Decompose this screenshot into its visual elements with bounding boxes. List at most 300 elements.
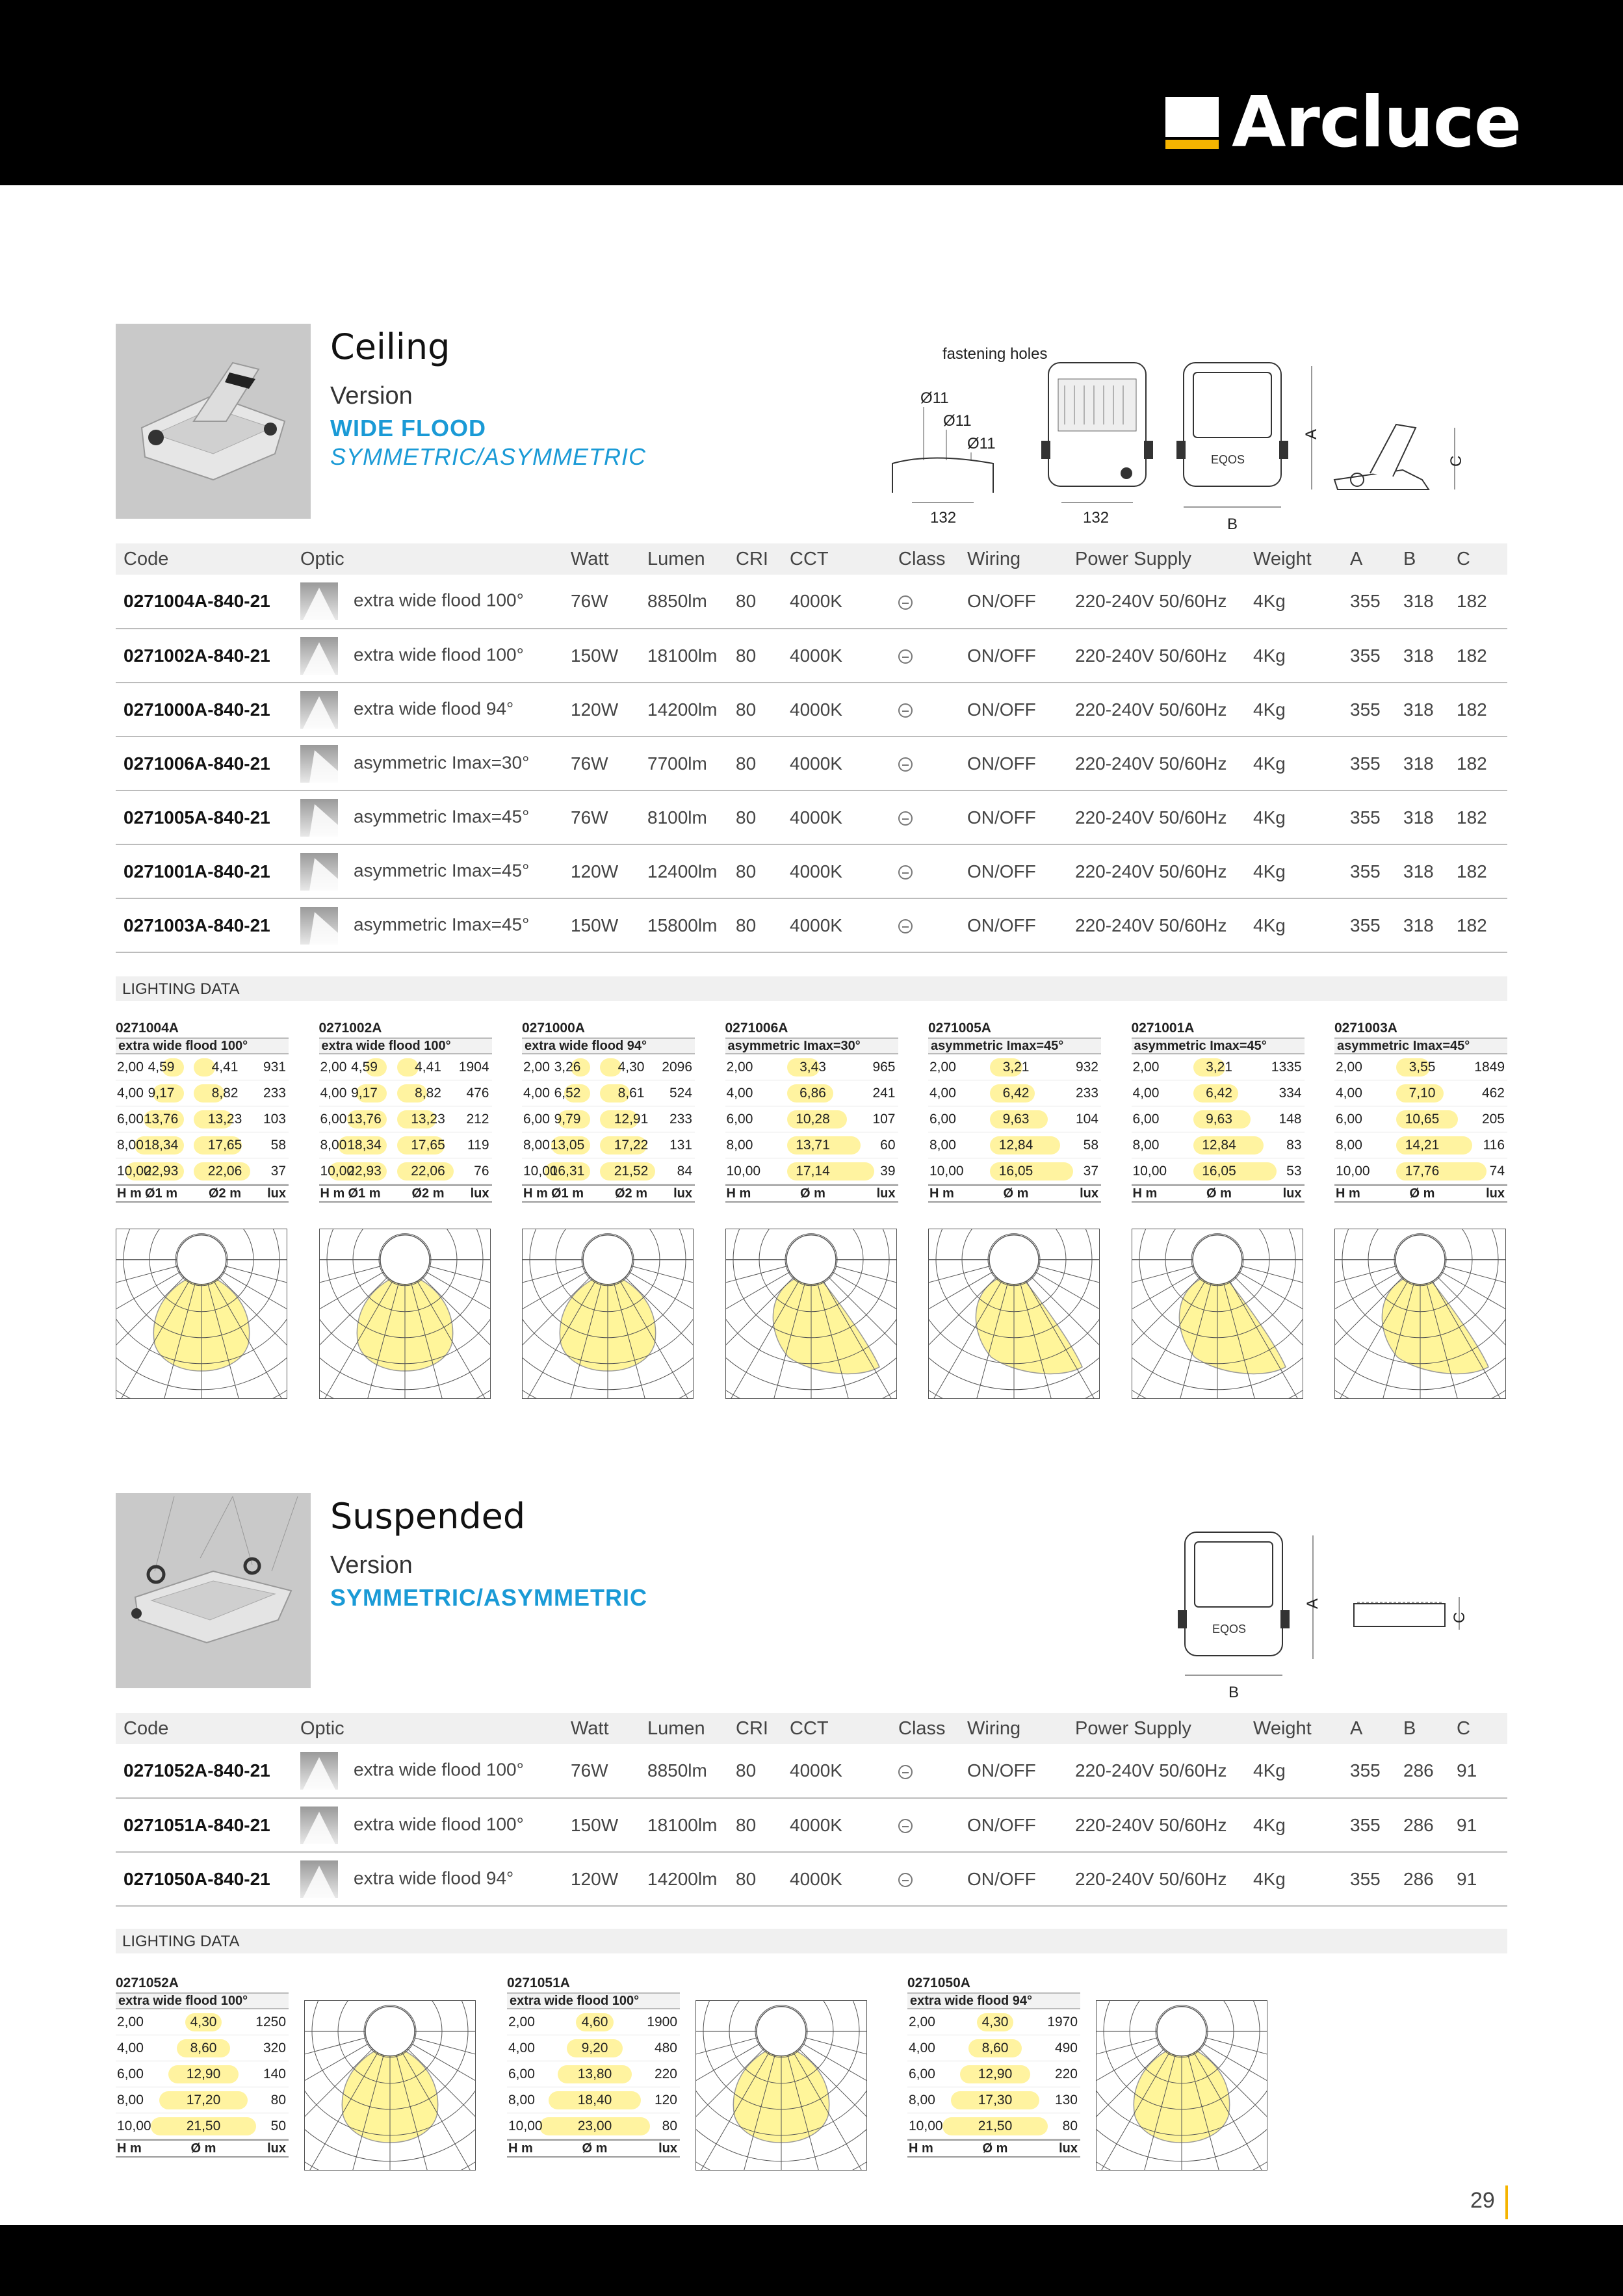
- polar-diagram-box: [1334, 1229, 1506, 1399]
- photometry-footer-cell: lux: [1080, 1186, 1098, 1201]
- cell-weight: 4Kg: [1245, 737, 1342, 790]
- cell-cct: 4000K: [782, 1744, 890, 1798]
- cell-a: 355: [1342, 737, 1396, 790]
- suspended-table-header: [116, 1713, 1507, 1744]
- photometry-cell: 8,00: [117, 1137, 144, 1153]
- photometry-cell: 10,00: [1336, 1163, 1370, 1179]
- width-b-label: B: [1227, 515, 1238, 532]
- depth-c-label: C: [1448, 455, 1465, 467]
- photometry-cell: 2,00: [929, 1059, 956, 1075]
- polar-diagram-box: [319, 1229, 491, 1399]
- photometry-cell: 50: [270, 2118, 286, 2133]
- photometry-row: [116, 2009, 289, 2035]
- photometry-cell: 8,00: [929, 1137, 956, 1153]
- photometry-cell: 107: [872, 1111, 896, 1127]
- polar-diagram-box: [304, 2000, 476, 2171]
- cell-code: 0271002A-840-21: [116, 629, 292, 683]
- photometry-cell: 205: [1481, 1111, 1505, 1127]
- photometry-footer: [116, 2139, 289, 2158]
- cell-watt: 120W: [563, 1852, 640, 1906]
- photometry-cell: 9,79: [554, 1111, 581, 1127]
- photometry-cell: 16,31: [550, 1163, 585, 1179]
- cell-cri: 80: [728, 844, 782, 898]
- photometry-cell: 116: [1483, 1137, 1505, 1153]
- photometry-cell: 10,65: [1405, 1111, 1440, 1127]
- photometry-cell: 39: [880, 1163, 896, 1179]
- photometry-cell: 13,23: [207, 1111, 242, 1127]
- photometry-footer-cell: H m: [909, 2141, 933, 2156]
- photometry-cell: 2,00: [508, 2014, 535, 2029]
- photometry-footer-cell: lux: [267, 1186, 286, 1201]
- cell-lumen: 14200lm: [640, 683, 728, 737]
- polar-diagram: [523, 1229, 693, 1398]
- photometry-cell: 480: [654, 2040, 677, 2055]
- brand-mark-icon: [1165, 97, 1219, 149]
- photometry-footer-cell: Ø2 m: [411, 1186, 445, 1201]
- cell-optic: [292, 844, 563, 898]
- suspended-title: Suspended: [330, 1496, 526, 1537]
- photometry-table: [907, 1976, 1080, 2158]
- cell-wiring: ON/OFF: [959, 1744, 1067, 1798]
- photometry-footer-cell: Ø1 m: [348, 1186, 381, 1201]
- optic-label: extra wide flood 100°: [354, 590, 524, 610]
- photometry-footer-cell: lux: [876, 1186, 896, 1201]
- suspended-logo-mark: EQOS: [1212, 1623, 1247, 1636]
- photometry-row: [116, 1158, 289, 1184]
- photometry-cell: 10,00: [929, 1163, 964, 1179]
- col-cri: CRI: [728, 1713, 782, 1744]
- photometry-row: [1334, 1132, 1507, 1158]
- photometry-cell: 13,71: [796, 1137, 830, 1153]
- photometry-row: [1334, 1054, 1507, 1080]
- photometry-cell: 58: [1083, 1137, 1098, 1153]
- cell-cct: 4000K: [782, 575, 890, 629]
- photometry-cell: 104: [1075, 1111, 1098, 1127]
- photometry-cell: 148: [1279, 1111, 1302, 1127]
- cell-b: 318: [1396, 737, 1449, 790]
- photometry-row: [725, 1054, 898, 1080]
- photometry-footer-cell: H m: [508, 2141, 533, 2156]
- hole-diameter-3: Ø11: [967, 435, 996, 452]
- photometry-code: 0271002A: [318, 1021, 382, 1036]
- optic-beam-icon: [300, 907, 338, 945]
- photometry-cell: 6,00: [117, 1111, 144, 1127]
- photometry-footer-cell: H m: [726, 1186, 751, 1201]
- cell-watt: 120W: [563, 844, 640, 898]
- photometry-cell: 4,60: [581, 2014, 608, 2029]
- photometry-footer: [907, 2139, 1080, 2158]
- cell-cri: 80: [728, 629, 782, 683]
- photometry-footer-cell: H m: [320, 1186, 345, 1201]
- photometry-row: [725, 1080, 898, 1106]
- photometry-cell: 76: [474, 1163, 489, 1179]
- photometry-table: [507, 1976, 680, 2158]
- brand-name: Arcluce: [1232, 82, 1522, 163]
- product-row: [116, 1852, 1507, 1906]
- photometry-footer-cell: Ø2 m: [614, 1186, 648, 1201]
- photometry-cell: 17,30: [978, 2092, 1013, 2107]
- polar-diagram: [696, 2001, 866, 2170]
- cell-optic: [292, 629, 563, 683]
- cell-class: [890, 790, 959, 844]
- photometry-cell: 10,00: [1132, 1163, 1167, 1179]
- earth-class-icon: [898, 703, 913, 718]
- photometry-cell: 1849: [1474, 1059, 1505, 1075]
- cell-weight: 4Kg: [1245, 629, 1342, 683]
- cell-cct: 4000K: [782, 737, 890, 790]
- col-a: A: [1342, 543, 1396, 575]
- photometry-table: [725, 1021, 898, 1203]
- photometry-cell: 931: [263, 1059, 286, 1075]
- earth-class-icon: [898, 757, 913, 772]
- photometry-cell: 10,00: [508, 2118, 543, 2133]
- photometry-row: [507, 2113, 680, 2139]
- photometry-cell: 9,63: [1002, 1111, 1030, 1127]
- cell-c: 182: [1449, 844, 1507, 898]
- photometry-cell: 1900: [647, 2014, 677, 2029]
- cell-code: 0271005A-840-21: [116, 790, 292, 844]
- ceiling-section: [116, 324, 1507, 1403]
- polar-diagram: [305, 2001, 475, 2170]
- cell-cct: 4000K: [782, 683, 890, 737]
- cell-c: 91: [1449, 1852, 1507, 1906]
- photometry-cell: 3,21: [1206, 1059, 1232, 1075]
- cell-lumen: 15800lm: [640, 898, 728, 952]
- photometry-row: [522, 1106, 695, 1132]
- cell-b: 318: [1396, 898, 1449, 952]
- photometry-footer-cell: Ø2 m: [208, 1186, 242, 1201]
- earth-class-icon: [898, 1819, 913, 1833]
- photometry-cell: 53: [1286, 1163, 1302, 1179]
- photometry-footer-cell: Ø m: [1003, 1186, 1029, 1201]
- cell-class: [890, 683, 959, 737]
- col-code: Code: [116, 543, 292, 575]
- optic-label: extra wide flood 94°: [354, 1867, 514, 1888]
- polar-diagram: [320, 1229, 490, 1398]
- polar-diagram: [1335, 1229, 1505, 1398]
- cell-lumen: 12400lm: [640, 844, 728, 898]
- cell-optic: [292, 1744, 563, 1798]
- photometry-optic-name: asymmetric Imax=45°: [1334, 1037, 1507, 1054]
- cell-weight: 4Kg: [1245, 683, 1342, 737]
- col-power-supply: Power Supply: [1067, 1713, 1245, 1744]
- photometry-cell: 4,30: [981, 2014, 1009, 2029]
- photometry-cell: 4,59: [351, 1059, 378, 1075]
- photometry-cell: 17,22: [614, 1137, 649, 1153]
- col-optic: Optic: [292, 543, 563, 575]
- photometry-row: [907, 2113, 1080, 2139]
- photometry-cell: 4,00: [117, 1085, 144, 1101]
- photometry-cell: 10,00: [117, 1163, 151, 1179]
- cell-c: 182: [1449, 737, 1507, 790]
- cell-wiring: ON/OFF: [959, 575, 1067, 629]
- photometry-row: [1132, 1080, 1305, 1106]
- photometry-cell: 10,00: [117, 2118, 151, 2133]
- photometry-cell: 17,76: [1405, 1163, 1440, 1179]
- optic-beam-icon: [300, 745, 338, 783]
- photometry-footer: [1132, 1184, 1305, 1203]
- ceiling-version-b: SYMMETRIC/ASYMMETRIC: [330, 443, 647, 470]
- photometry-table: [522, 1021, 695, 1203]
- photometry-row: [928, 1054, 1101, 1080]
- cell-a: 355: [1342, 575, 1396, 629]
- cell-class: [890, 1852, 959, 1906]
- photometry-cell: 6,00: [523, 1111, 550, 1127]
- photometry-cell: 12,91: [614, 1111, 649, 1127]
- cell-c: 182: [1449, 790, 1507, 844]
- photometry-row: [1132, 1158, 1305, 1184]
- photometry-cell: 4,59: [148, 1059, 175, 1075]
- cell-c: 182: [1449, 898, 1507, 952]
- photometry-footer-cell: H m: [117, 2141, 142, 2156]
- photometry-row: [116, 2035, 289, 2061]
- photometry-row: [319, 1080, 492, 1106]
- cell-optic: [292, 1798, 563, 1852]
- cell-optic: [292, 1852, 563, 1906]
- photometry-cell: 6,86: [799, 1085, 826, 1101]
- photometry-row: [522, 1132, 695, 1158]
- photometry-cell: 58: [270, 1137, 286, 1153]
- hole-diameter-1: Ø11: [920, 389, 949, 407]
- photometry-cell: 3,55: [1409, 1059, 1436, 1075]
- cell-watt: 76W: [563, 1744, 640, 1798]
- earth-class-icon: [898, 595, 913, 610]
- cell-wiring: ON/OFF: [959, 629, 1067, 683]
- photometry-cell: 6,00: [117, 2066, 144, 2081]
- photometry-footer-cell: H m: [1336, 1186, 1360, 1201]
- cell-cri: 80: [728, 1798, 782, 1852]
- photometry-footer: [725, 1184, 898, 1203]
- cell-lumen: 8100lm: [640, 790, 728, 844]
- photometry-cell: 4,30: [190, 2014, 217, 2029]
- suspended-technical-drawing: [1175, 1526, 1507, 1701]
- product-row: [116, 629, 1507, 683]
- photometry-row: [319, 1132, 492, 1158]
- photometry-cell: 2,00: [726, 1059, 753, 1075]
- photometry-cell: 120: [654, 2092, 677, 2107]
- cell-lumen: 7700lm: [640, 737, 728, 790]
- product-row: [116, 683, 1507, 737]
- cell-cct: 4000K: [782, 629, 890, 683]
- cell-class: [890, 629, 959, 683]
- suspended-table-body: [116, 1744, 1507, 1906]
- optic-label: asymmetric Imax=45°: [354, 913, 530, 934]
- photometry-cell: 23,00: [577, 2118, 612, 2133]
- cell-a: 355: [1342, 683, 1396, 737]
- col-cct: CCT: [782, 1713, 890, 1744]
- col-weight: Weight: [1245, 543, 1342, 575]
- photometry-row: [522, 1080, 695, 1106]
- photometry-row: [507, 2035, 680, 2061]
- photometry-cell: 8,82: [211, 1085, 239, 1101]
- product-logo-mark: EQOS: [1211, 453, 1245, 466]
- photometry-footer-cell: Ø m: [582, 2141, 608, 2156]
- cell-watt: 76W: [563, 575, 640, 629]
- photometry-optic-name: asymmetric Imax=30°: [725, 1037, 898, 1054]
- photometry-cell: 6,42: [1206, 1085, 1232, 1101]
- cell-watt: 76W: [563, 790, 640, 844]
- height-a-label: A: [1303, 428, 1320, 439]
- photometry-cell: 9,63: [1206, 1111, 1232, 1127]
- cell-lumen: 18100lm: [640, 1798, 728, 1852]
- photometry-cell: 21,52: [614, 1163, 649, 1179]
- polar-diagram-box: [695, 2000, 867, 2171]
- suspended-width-b-label: B: [1228, 1684, 1240, 1701]
- photometry-optic-name: extra wide flood 100°: [319, 1037, 492, 1054]
- earth-class-icon: [898, 919, 913, 933]
- photometry-cell: 476: [466, 1085, 489, 1101]
- cell-optic: [292, 737, 563, 790]
- cell-watt: 150W: [563, 629, 640, 683]
- col-a: A: [1342, 1713, 1396, 1744]
- photometry-cell: 8,00: [508, 2092, 535, 2107]
- photometry-row: [1132, 1132, 1305, 1158]
- col-cri: CRI: [728, 543, 782, 575]
- photometry-cell: 103: [263, 1111, 286, 1127]
- photometry-cell: 462: [1481, 1085, 1505, 1101]
- product-row: [116, 737, 1507, 790]
- photometry-cell: 84: [677, 1163, 692, 1179]
- cell-a: 355: [1342, 1744, 1396, 1798]
- polar-diagram-box: [1096, 2000, 1267, 2171]
- ceiling-fixture-icon: [116, 324, 311, 519]
- photometry-cell: 83: [1286, 1137, 1302, 1153]
- page-number: 29: [1470, 2188, 1495, 2213]
- photometry-row: [928, 1158, 1101, 1184]
- photometry-cell: 3,26: [554, 1059, 581, 1075]
- photometry-cell: 8,00: [523, 1137, 550, 1153]
- photometry-cell: 13,76: [347, 1111, 382, 1127]
- photometry-cell: 4,00: [1132, 1085, 1160, 1101]
- photometry-cell: 6,00: [726, 1111, 753, 1127]
- photometry-cell: 13,23: [411, 1111, 445, 1127]
- polar-diagram: [116, 1229, 287, 1398]
- photometry-row: [907, 2061, 1080, 2087]
- photometry-code: 0271051A: [507, 1976, 570, 1990]
- photometry-footer: [116, 1184, 289, 1203]
- optic-beam-icon: [300, 853, 338, 891]
- cell-watt: 76W: [563, 737, 640, 790]
- photometry-optic-name: extra wide flood 94°: [907, 1992, 1080, 2009]
- photometry-cell: 18,40: [577, 2092, 612, 2107]
- ceiling-lighting-data-bar: LIGHTING DATA: [116, 976, 1507, 1001]
- polar-diagram-box: [522, 1229, 694, 1399]
- ceiling-table-header: [116, 543, 1507, 575]
- photometry-cell: 6,42: [1002, 1085, 1030, 1101]
- photometry-code: 0271050A: [907, 1976, 970, 1990]
- photometry-row: [319, 1054, 492, 1080]
- polar-diagram: [1097, 2001, 1267, 2170]
- photometry-cell: 16,05: [1202, 1163, 1236, 1179]
- cell-lumen: 14200lm: [640, 1852, 728, 1906]
- photometry-cell: 2,00: [117, 2014, 144, 2029]
- photometry-footer-cell: lux: [1486, 1186, 1505, 1201]
- col-b: B: [1396, 543, 1449, 575]
- photometry-row: [725, 1158, 898, 1184]
- ceiling-product-photo: [116, 324, 311, 519]
- cell-power: 220-240V 50/60Hz: [1067, 629, 1245, 683]
- cell-power: 220-240V 50/60Hz: [1067, 844, 1245, 898]
- photometry-footer: [1334, 1184, 1507, 1203]
- photometry-row: [928, 1106, 1101, 1132]
- ceiling-technical-drawing: [850, 343, 1507, 532]
- photometry-cell: 21,50: [978, 2118, 1013, 2133]
- cell-cri: 80: [728, 737, 782, 790]
- photometry-row: [907, 2087, 1080, 2113]
- cell-class: [890, 844, 959, 898]
- polar-diagram-box: [1132, 1229, 1303, 1399]
- col-class: Class: [890, 1713, 959, 1744]
- photometry-row: [1334, 1158, 1507, 1184]
- photometry-cell: 233: [669, 1111, 692, 1127]
- photometry-cell: 6,52: [554, 1085, 581, 1101]
- cell-power: 220-240V 50/60Hz: [1067, 737, 1245, 790]
- cell-weight: 4Kg: [1245, 844, 1342, 898]
- photometry-footer-cell: H m: [117, 1186, 142, 1201]
- footer-band: [0, 2225, 1623, 2296]
- photometry-row: [522, 1158, 695, 1184]
- col-lumen: Lumen: [640, 1713, 728, 1744]
- product-row: [116, 1744, 1507, 1798]
- photometry-cell: 4,00: [726, 1085, 753, 1101]
- polar-diagram: [1132, 1229, 1303, 1398]
- photometry-code: 0271000A: [522, 1021, 585, 1036]
- cell-b: 318: [1396, 683, 1449, 737]
- cell-lumen: 8850lm: [640, 575, 728, 629]
- hole-diameter-2: Ø11: [943, 412, 972, 430]
- cell-cri: 80: [728, 790, 782, 844]
- cell-power: 220-240V 50/60Hz: [1067, 575, 1245, 629]
- suspended-lighting-data-bar: LIGHTING DATA: [116, 1929, 1507, 1953]
- cell-b: 318: [1396, 844, 1449, 898]
- cell-code: 0271051A-840-21: [116, 1798, 292, 1852]
- optic-beam-icon: [300, 1807, 338, 1844]
- photometry-cell: 22,93: [144, 1163, 179, 1179]
- photometry-cell: 21,50: [186, 2118, 221, 2133]
- photometry-footer: [319, 1184, 492, 1203]
- photometry-cell: 241: [872, 1085, 896, 1101]
- photometry-cell: 13,76: [144, 1111, 179, 1127]
- photometry-cell: 22,06: [207, 1163, 242, 1179]
- polar-diagram-box: [928, 1229, 1100, 1399]
- earth-class-icon: [898, 1765, 913, 1779]
- photometry-cell: 8,82: [415, 1085, 441, 1101]
- cell-optic: [292, 790, 563, 844]
- cell-wiring: ON/OFF: [959, 1852, 1067, 1906]
- photometry-cell: 2,00: [320, 1059, 347, 1075]
- cell-power: 220-240V 50/60Hz: [1067, 683, 1245, 737]
- cell-power: 220-240V 50/60Hz: [1067, 1852, 1245, 1906]
- photometry-cell: 1970: [1047, 2014, 1078, 2029]
- photometry-cell: 8,60: [981, 2040, 1009, 2055]
- col-lumen: Lumen: [640, 543, 728, 575]
- fastening-holes-label: fastening holes: [942, 345, 1048, 363]
- photometry-cell: 12,84: [1202, 1137, 1236, 1153]
- col-b: B: [1396, 1713, 1449, 1744]
- photometry-cell: 524: [669, 1085, 692, 1101]
- cell-power: 220-240V 50/60Hz: [1067, 1798, 1245, 1852]
- suspended-height-a-label: A: [1304, 1598, 1321, 1609]
- cell-c: 91: [1449, 1744, 1507, 1798]
- photometry-cell: 4,00: [523, 1085, 550, 1101]
- cell-code: 0271050A-840-21: [116, 1852, 292, 1906]
- photometry-footer-cell: lux: [267, 2141, 286, 2156]
- photometry-cell: 18,34: [347, 1137, 382, 1153]
- cell-b: 286: [1396, 1744, 1449, 1798]
- cell-weight: 4Kg: [1245, 1798, 1342, 1852]
- optic-label: asymmetric Imax=45°: [354, 805, 530, 826]
- photometry-cell: 4,00: [929, 1085, 956, 1101]
